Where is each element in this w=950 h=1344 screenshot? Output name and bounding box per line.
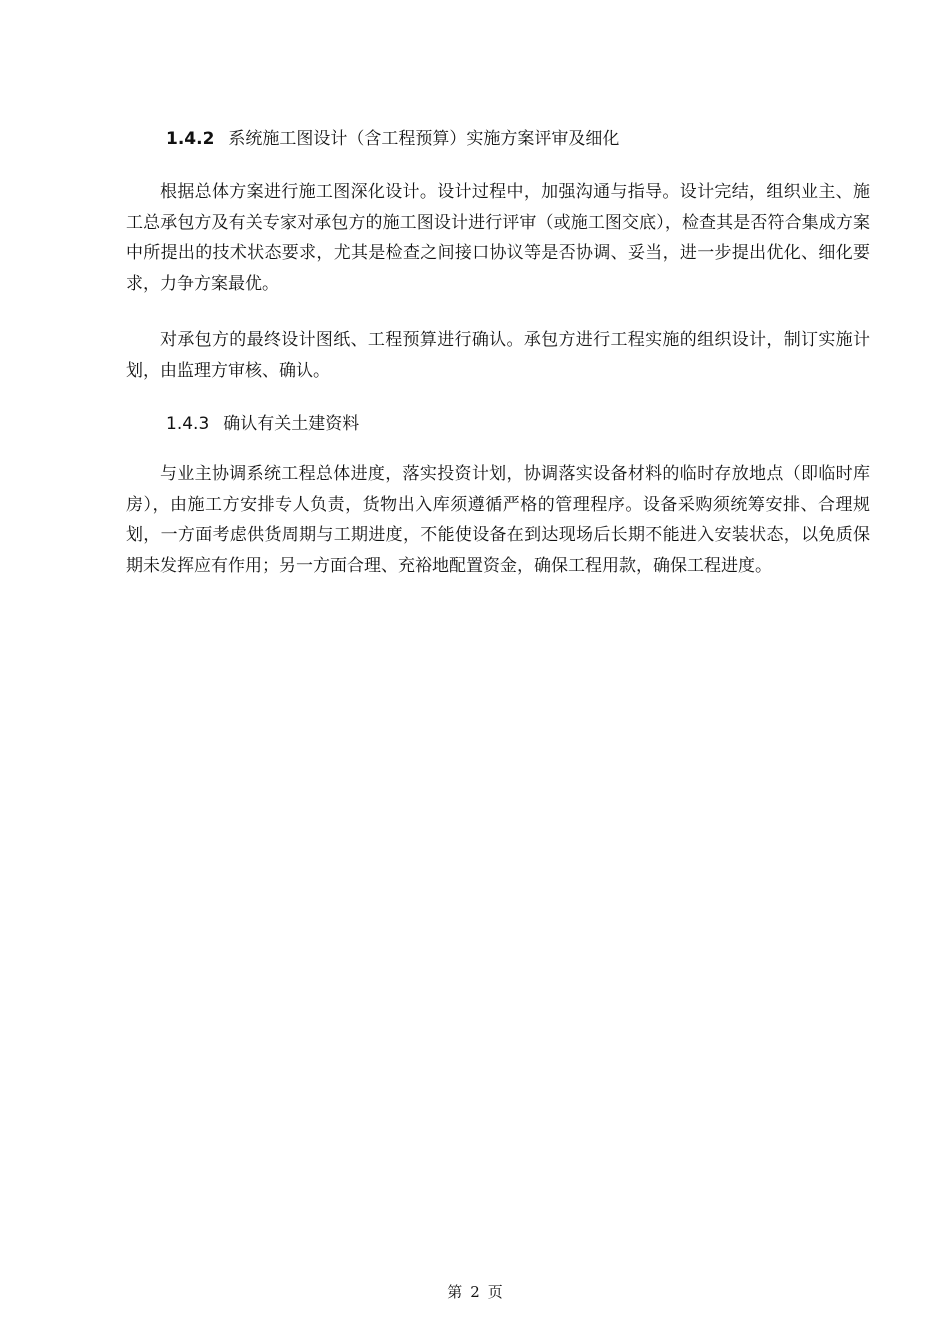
section-heading-1-4-3 xyxy=(166,412,359,436)
footer-prefix: 第 xyxy=(447,1283,463,1301)
page-number: 2 xyxy=(470,1283,480,1301)
body-paragraph: 与业主协调系统工程总体进度，落实投资计划，协调落实设备材料的临时存放地点（即临时库房），由施工方安排专人负责，货物出入库须遵循严格的管理程序。设备采购须统筹安排、合理规划，一方面考虑供货周期与工期进度，不能使设备在到达现场后长期不能进入安装状态，以免质保期未发挥应有作用；另一方面合理、充裕地配置资金，确保工程用款，确保工程进度。 xyxy=(126,464,870,576)
page-footer xyxy=(0,1282,950,1302)
section-number: 1.4.2 xyxy=(166,129,215,149)
body-paragraph: 对承包方的最终设计图纸、工程预算进行确认。承包方进行工程实施的组织设计，制订实施计划，由监理方审核、确认。 xyxy=(126,330,870,381)
section-heading-1-4-2 xyxy=(166,127,619,151)
section-number: 1.4.3 xyxy=(166,414,210,434)
section-title: 确认有关土建资料 xyxy=(223,414,360,434)
footer-suffix: 页 xyxy=(487,1283,503,1301)
body-paragraph: 根据总体方案进行施工图深化设计。设计过程中，加强沟通与指导。设计完结，组织业主、施工总承包方及有关专家对承包方的施工图设计进行评审（或施工图交底），检查其是否符合集成方案中所提出的技术状态要求，尤其是检查之间接口协议等是否协调、妥当，进一步提出优化、细化要求，力争方案最优。 xyxy=(126,182,870,294)
section-title: 系统施工图设计（含工程预算）实施方案评审及细化 xyxy=(228,129,620,149)
